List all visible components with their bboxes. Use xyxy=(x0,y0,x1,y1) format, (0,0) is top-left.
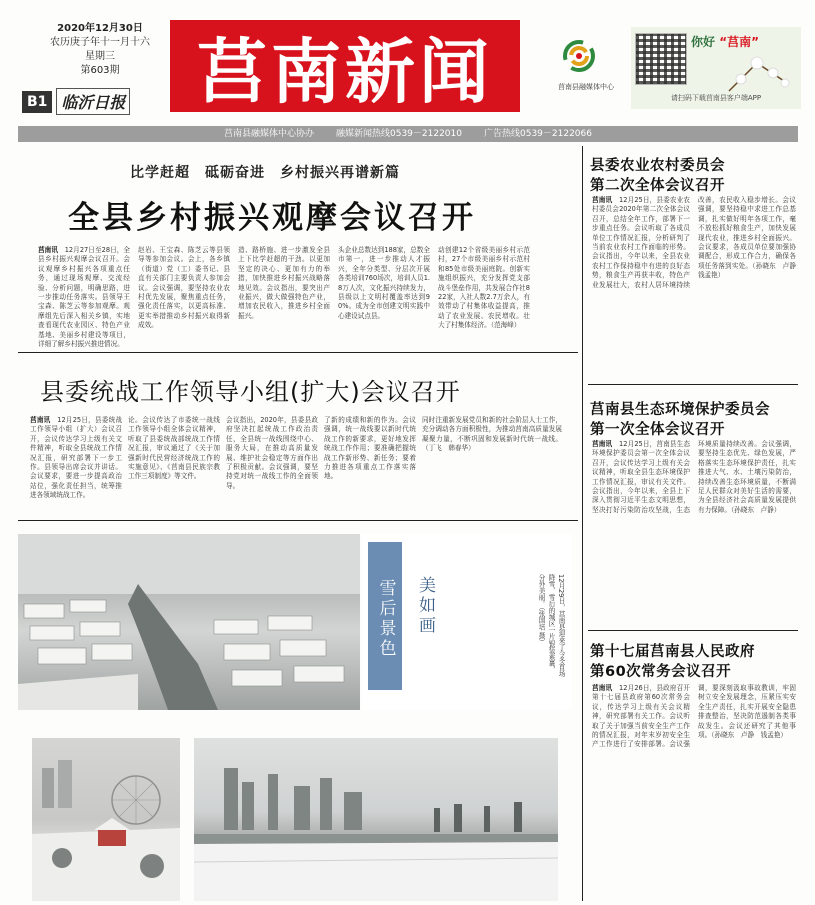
article1-col1-text: 12月27日至28日，全县乡村振兴观摩会议召开。会议观摩乡村振兴各项重点任务，通过现场观摩、交流经验、分析问题，明确思路，进一步推动任务落实。县领导王宝森、陈芝云等参加观摩。观摩组先后深入相关乡镇，实地查看现代农业园区、特色产业基地、美丽乡村建设等项目，详细了解乡村振兴推进情况。 xyxy=(38,246,131,349)
rside-a-title-line1: 县委农业农村委员会 xyxy=(590,158,725,174)
media-center-name: 莒南县融媒体中心 xyxy=(558,83,614,91)
rside-c-body-text: 12月26日，县政府召开第十七届县政府第60次常务会议，传达学习上级有关会议精神，研究部署有关工作。会议听取了关于加强当前安全生产工作的情况汇报，对年末岁初安全生产工作进行了安排部署。会议强调，要深刻汲取事故教训，牢固树立安全发展理念，压紧压实安全生产责任，扎实开展安全隐患排查整治，坚决防范遏制各类事故发生。会议还研究了其他事项。（孙晓东 卢静 钱孟艳） xyxy=(592,684,796,749)
rside-c-byline: 莒南讯 xyxy=(592,684,613,692)
column-divider xyxy=(582,146,583,901)
logo-icon xyxy=(557,36,601,76)
promo-slogan-a: 你好 xyxy=(691,35,716,49)
rside-c-title-line1: 第十七届莒南县人民政府 xyxy=(590,644,755,660)
rside-a-body xyxy=(592,196,803,372)
rside-b-byline: 莒南讯 xyxy=(592,440,613,448)
article2-col2: 论。会议传达了市委统一战线工作领导小组全体会议精神，听取了县委统战部统战工作情况汇报，审议通过了《关于加强新时代民营经济统战工作的实施意见》、《莒南县民族宗教工作三项制度》等文件。 xyxy=(128,416,220,481)
ferris-wheel-illustration xyxy=(32,738,180,901)
rside-c-body xyxy=(592,684,796,896)
issue-number: 第603期 xyxy=(80,65,120,76)
photo-caption: 12月29日，莒南县迎来了今冬首场降雪，雪后的城区一片银装素裹，分外美丽。（张国培 摄） xyxy=(537,574,565,677)
article1-col2: 赵岩、王宝森、陈芝云等县领导等参加会议。会上，各乡镇（街道）党（工）委书记、县直有关部门主要负责人参加会议。会议强调，要坚持农业农村优先发展，聚焦重点任务，强化责任落实，以更高标准、更实举措推动乡村振兴取得新成效。 xyxy=(138,246,230,330)
rside-c-title xyxy=(590,642,755,682)
snow-aerial-photo xyxy=(18,534,360,710)
article1-col4: 头企业总数达到188家，总数全市第一，进一步推动人才振兴，全年分类型、分层次开展各类培训760场次，培训人员1.8万人次，文化振兴持续发力，县级以上文明村覆盖率达到90%。成为全市创建文明实践中心建设试点县。 xyxy=(338,246,430,320)
article1-byline: 莒南讯 xyxy=(38,246,59,254)
media-center-logo xyxy=(543,30,623,102)
article1-col5: 动创建12个省级美丽乡村示范村，27个市级美丽乡村示范村和85处市级美丽庭院。创新实施组织振兴，充分发挥党支部战斗堡垒作用，共发展合作社822家，入社人数2.7万余人，有效带动了村集体收益提高，推动了农业发展、农民增收。壮大了村集体经济。（范海峰） xyxy=(438,246,530,330)
article2-title: 县委统战工作领导小组(扩大)会议召开 xyxy=(40,378,461,406)
article2-col5: 同时注重新发展党员和新的社会阶层人士工作，充分调动各方面积极性，为推动莒南高质量发展凝聚力量，不断巩固和发展新时代统一战线。（丁飞 韩春华） xyxy=(422,416,562,453)
photo-label-a: 雪后景色 xyxy=(368,542,402,690)
divider xyxy=(588,384,798,385)
rside-b-title-line1: 莒南县生态环境保护委员会 xyxy=(590,402,770,418)
app-promo xyxy=(631,27,801,109)
article1-col3: 造、路桥施、进一步激发全县上下比学赶超的干劲。以更加坚定的决心、更加有力的举措，加快推进乡村振兴战略落地见效。会议指出，要突出产业振兴，做大做强特色产业，增加农民收入，推进乡村全面振兴。 xyxy=(238,246,330,320)
article1-title: 全县乡村振兴观摩会议召开 xyxy=(68,200,476,236)
promo-slogan xyxy=(691,33,759,50)
date-block xyxy=(40,22,160,78)
info-sponsor: 莒南县融媒体中心协办 xyxy=(223,129,314,139)
info-ad: 广告热线0539－2122066 xyxy=(484,129,592,139)
info-hotline: 融媒新闻热线0539－2122010 xyxy=(336,129,462,139)
paper-name: 临沂日报 xyxy=(56,88,130,115)
divider xyxy=(18,520,578,521)
blossom-icon xyxy=(727,53,793,93)
article2-col4: 了新的成绩和新的作为。会议强调，统一战线要以新时代统战工作的新要求，更好地发挥统战工作作用；要准确把握统战工作新形势、新任务；要着力推进各项重点工作落实落地。 xyxy=(324,416,416,481)
rside-c-title-line2: 第60次常务会议召开 xyxy=(590,664,732,680)
article2-byline: 莒南讯 xyxy=(30,416,51,424)
rside-a-title xyxy=(590,156,725,196)
snow-river-photo xyxy=(194,738,558,901)
masthead-title: 莒南新闻 xyxy=(170,20,520,112)
rside-a-body-text: 12月25日，县委农业农村委员会2020年第二次全体会议召开，总结全年工作，部署下一步重点任务。会议听取了各成员单位工作情况汇报，分析研判了当前农业农村工作面临的形势。会议指出，今年以来，全县农业农村工作保持稳中有进的良好态势，粮食生产再获丰收，特色产业发展壮大，农村人居环境持续改善，农民收入稳步增长。会议强调，要坚持稳中求进工作总基调，扎实做好明年各项工作，毫不放松抓好粮食生产，加快发展现代农业，推进乡村全面振兴。会议要求，各成员单位要加强协调配合，形成工作合力，确保各项任务落到实处。（孙晓东 卢静 钱孟艳） xyxy=(592,196,803,289)
article1-col1 xyxy=(38,246,131,349)
article1-kicker: 比学赶超 砥砺奋进 乡村振兴再谱新篇 xyxy=(130,165,400,181)
photo-label-b: 美如画 xyxy=(415,576,435,636)
rside-b-body xyxy=(592,440,796,622)
rside-b-body-text: 12月25日，莒南县生态环境保护委员会第一次全体会议召开，会议传达学习上级有关会议精神，听取全县生态环境保护工作情况汇报，审议有关文件。会议指出，今年以来，全县上下深入贯彻习近平生态文明思想，坚决打好污染防治攻坚战，生态环境质量持续改善。会议强调，要坚持生态优先、绿色发展，严格落实生态环境保护责任，扎实推进大气、水、土壤污染防治，持续改善生态环境质量，不断满足人民群众对美好生活的需要，为全县经济社会高质量发展提供有力保障。（孙晓东 卢静） xyxy=(592,440,796,514)
rside-b-title xyxy=(590,400,770,440)
promo-caption: 请扫码下载莒南县客户端APP xyxy=(670,94,762,102)
article2-col1-text: 12月25日，县委统战工作领导小组（扩大）会议召开，会议传达学习上级有关文件精神，听取全县统战工作情况汇报，研究部署下一步工作。县领导出席会议并讲话。会议要求，要进一步提高政治站位，强化责任担当，统筹推进各领域统战工作。 xyxy=(30,416,123,500)
qr-code-icon[interactable] xyxy=(635,33,687,85)
article2-col1 xyxy=(30,416,122,512)
divider xyxy=(18,352,578,353)
lunar-date: 农历庚子年十一月十六 xyxy=(50,37,150,48)
edition-label xyxy=(22,88,130,115)
rside-a-byline: 莒南讯 xyxy=(592,196,613,204)
rside-a-title-line2: 第二次全体会议召开 xyxy=(590,178,725,194)
article2-col3: 会议指出，2020年，县委县政府坚决扛起统战工作政治责任，全县统一战线围绕中心、服务大局，在推动高质量发展、维护社会稳定等方面作出了积极贡献。会议强调，要坚持党对统一战线工作的全面领导。 xyxy=(226,416,318,490)
edition-code: B1 xyxy=(22,91,52,113)
promo-slogan-b: “莒南” xyxy=(719,35,759,49)
weekday: 星期三 xyxy=(85,51,115,62)
skyline-illustration xyxy=(194,738,558,901)
masthead-area xyxy=(0,0,815,139)
snow-park-photo xyxy=(32,738,180,901)
info-bar xyxy=(18,126,798,142)
rside-b-title-line2: 第一次全体会议召开 xyxy=(590,422,725,438)
divider xyxy=(588,630,798,631)
snow-town-illustration xyxy=(18,534,360,710)
issue-date: 2020年12月30日 xyxy=(57,23,143,34)
